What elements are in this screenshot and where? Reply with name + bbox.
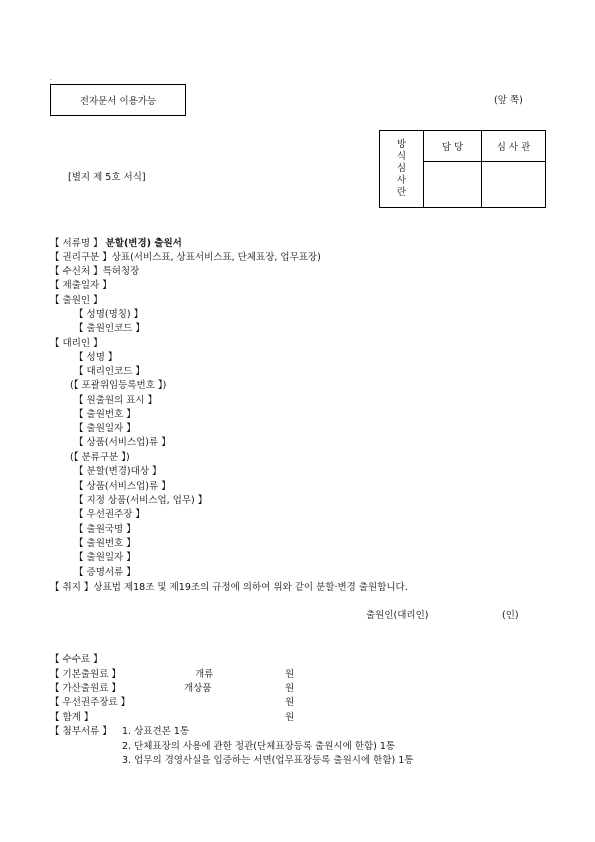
electronic-document-box <box>50 84 186 116</box>
agent-comprehensive-line: (【 포괄위임등록번호 】) <box>70 380 167 391</box>
priority-fee-label: 【 우선권주장료 】 <box>50 697 131 708</box>
extra-fee-unit: 개상품 <box>184 683 212 694</box>
applicant-code-line: 【 출원인코드 】 <box>74 323 145 334</box>
purpose-line: 【 취지 】상표법 제18조 및 제19조의 규정에 의하여 위와 같이 분할·변경 출원합니다. <box>50 582 408 593</box>
approval-col-examiner: 심 사 관 <box>482 131 546 162</box>
goods-class-line: 【 상품(서비스업)류 】 <box>74 437 171 448</box>
total-fee-label: 【 합계 】 <box>50 712 94 723</box>
electronic-document-label: 전자문서 이용가능 <box>79 96 157 107</box>
recipient-line: 【 수신처 】특허청장 <box>50 266 140 277</box>
form-number: [별지 제 5호 서식] <box>68 172 146 183</box>
priority-app-date-line: 【 출원일자 】 <box>74 552 136 563</box>
orig-app-no-line: 【 출원번호 】 <box>74 409 136 420</box>
vertical-char: 사 <box>396 175 407 186</box>
proof-docs-line: 【 증명서류 】 <box>74 567 136 578</box>
submit-date-line: 【 제출일자 】 <box>50 280 112 291</box>
basic-fee-won: 원 <box>285 669 295 680</box>
division-type-line: (【 분류구분 】) <box>70 452 130 463</box>
applicant-name-line: 【 성명(명칭) 】 <box>74 309 144 320</box>
fees-title: 【 수수료 】 <box>50 654 103 665</box>
front-side-label: (앞 쪽) <box>494 95 523 106</box>
agent-name-line: 【 성명 】 <box>74 352 118 363</box>
doc-name-key: 【 서류명 】 <box>50 238 103 249</box>
agent-line: 【 대리인 】 <box>50 338 103 349</box>
approval-cell-examiner <box>482 162 546 208</box>
seal-label: (인) <box>502 610 519 621</box>
total-fee-won: 원 <box>285 712 295 723</box>
attachment-item: 1. 상표견본 1통 <box>122 726 190 737</box>
approval-col-manager: 담 당 <box>424 131 482 162</box>
applicant-line: 【 출원인 】 <box>50 295 103 306</box>
approval-vertical-label <box>380 131 424 208</box>
attachments-label: 【 첨부서류 】 <box>50 726 112 737</box>
division-target-line: 【 분할(변경)대상 】 <box>74 466 162 477</box>
approval-cell-manager <box>424 162 482 208</box>
vertical-char: 식 <box>396 151 407 162</box>
doc-name-value: 분할(변경) 출원서 <box>105 238 182 249</box>
orig-app-date-line: 【 출원일자 】 <box>74 423 136 434</box>
signer-label: 출원인(대리인) <box>366 610 429 621</box>
basic-fee-unit: 개류 <box>195 669 214 680</box>
doc-name-line <box>50 238 182 250</box>
attachment-item: 2. 단체표장의 사용에 관한 정관(단체표장등록 출원시에 한함) 1통 <box>122 741 396 752</box>
priority-app-no-line: 【 출원번호 】 <box>74 538 136 549</box>
agent-code-line: 【 대리인코드 】 <box>74 366 145 377</box>
vertical-char: 란 <box>396 187 407 198</box>
div-goods-class-line: 【 상품(서비스업)류 】 <box>74 481 171 492</box>
top-mark: . <box>50 75 52 82</box>
extra-fee-label: 【 가산출원료 】 <box>50 683 121 694</box>
attachment-item: 3. 업무의 경영사실을 입증하는 서면(업무표장등록 출원시에 한함) 1통 <box>122 755 414 766</box>
priority-fee-won: 원 <box>285 697 295 708</box>
priority-country-line: 【 출원국명 】 <box>74 524 136 535</box>
orig-app-line: 【 원출원의 표시 】 <box>74 395 158 406</box>
approval-table <box>379 130 546 208</box>
vertical-char: 방 <box>396 139 407 150</box>
priority-claim-line: 【 우선권주장 】 <box>74 509 145 520</box>
vertical-char: 심 <box>396 163 407 174</box>
basic-fee-label: 【 기본출원료 】 <box>50 669 121 680</box>
designated-goods-line: 【 지정 상품(서비스업, 업무) 】 <box>74 495 208 506</box>
extra-fee-won: 원 <box>285 683 295 694</box>
right-type-line: 【 권리구분 】상표(서비스표, 상표서비스표, 단체표장, 업무표장) <box>50 252 321 263</box>
